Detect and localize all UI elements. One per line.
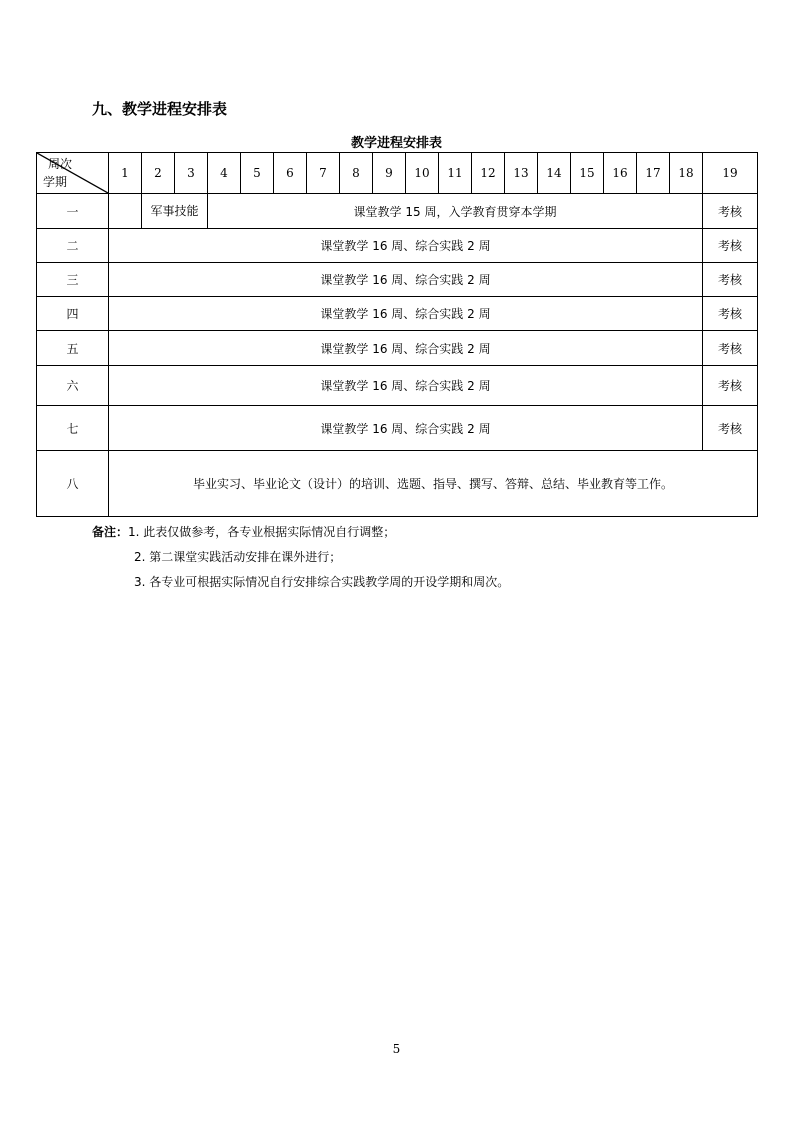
week-header: 10 bbox=[406, 153, 439, 194]
week-header: 12 bbox=[472, 153, 505, 194]
table-row bbox=[37, 229, 758, 263]
week-header: 15 bbox=[571, 153, 604, 194]
term-content-cell: 课堂教学 16 周、综合实践 2 周 bbox=[109, 297, 703, 331]
military-training-cell bbox=[142, 194, 208, 229]
week-header: 19 bbox=[703, 153, 758, 194]
week-header: 3 bbox=[175, 153, 208, 194]
note-item: 2. 第二课堂实践活动安排在课外进行； bbox=[134, 550, 342, 564]
term-cell: 八 bbox=[37, 451, 109, 517]
table-row bbox=[37, 263, 758, 297]
corner-week-label: 周次 bbox=[47, 157, 72, 171]
term-content-cell: 课堂教学 16 周、综合实践 2 周 bbox=[109, 366, 703, 406]
table-row bbox=[37, 297, 758, 331]
header-row bbox=[37, 153, 758, 194]
corner-term-label: 学期 bbox=[43, 175, 68, 189]
week-header: 17 bbox=[637, 153, 670, 194]
empty-week-cell bbox=[109, 194, 142, 229]
term-cell: 一 bbox=[37, 194, 109, 229]
exam-cell: 考核 bbox=[703, 331, 758, 366]
term-cell: 二 bbox=[37, 229, 109, 263]
graduation-content-cell: 毕业实习、毕业论文（设计）的培训、选题、指导、撰写、答辩、总结、毕业教育等工作。 bbox=[109, 451, 758, 517]
notes-label: 备注： bbox=[92, 525, 129, 539]
week-header: 8 bbox=[340, 153, 373, 194]
exam-cell: 考核 bbox=[703, 194, 758, 229]
note-item: 3. 各专业可根据实际情况自行安排综合实践教学周的开设学期和周次。 bbox=[134, 575, 510, 589]
term-cell: 七 bbox=[37, 406, 109, 451]
table-row bbox=[37, 331, 758, 366]
term-cell: 三 bbox=[37, 263, 109, 297]
notes bbox=[92, 520, 509, 595]
week-header: 4 bbox=[208, 153, 241, 194]
week-header: 13 bbox=[505, 153, 538, 194]
table-title: 教学进程安排表 bbox=[350, 136, 442, 151]
week-header: 1 bbox=[109, 153, 142, 194]
note-item bbox=[92, 520, 509, 545]
military-training-label: 军事技能 bbox=[150, 204, 199, 218]
week-header: 6 bbox=[274, 153, 307, 194]
term-cell: 四 bbox=[37, 297, 109, 331]
week-header: 7 bbox=[307, 153, 340, 194]
table-row bbox=[37, 406, 758, 451]
term-content-cell: 课堂教学 16 周、综合实践 2 周 bbox=[109, 263, 703, 297]
term-cell: 五 bbox=[37, 331, 109, 366]
section-heading: 九、教学进程安排表 bbox=[92, 100, 228, 118]
week-header: 5 bbox=[241, 153, 274, 194]
term-content-cell: 课堂教学 16 周、综合实践 2 周 bbox=[109, 331, 703, 366]
table-row bbox=[37, 366, 758, 406]
exam-cell: 考核 bbox=[703, 297, 758, 331]
page-number: 5 bbox=[392, 1042, 401, 1056]
week-header: 11 bbox=[439, 153, 472, 194]
term-content-cell: 课堂教学 16 周、综合实践 2 周 bbox=[109, 229, 703, 263]
exam-cell: 考核 bbox=[703, 263, 758, 297]
term-content-cell: 课堂教学 15 周，入学教育贯穿本学期 bbox=[208, 194, 703, 229]
term-cell: 六 bbox=[37, 366, 109, 406]
week-header: 2 bbox=[142, 153, 175, 194]
week-header: 18 bbox=[670, 153, 703, 194]
week-header: 14 bbox=[538, 153, 571, 194]
exam-cell: 考核 bbox=[703, 406, 758, 451]
week-header: 9 bbox=[373, 153, 406, 194]
table-row bbox=[37, 451, 758, 517]
table-row bbox=[37, 194, 758, 229]
note-text: 1. 此表仅做参考，各专业根据实际情况自行调整； bbox=[128, 525, 396, 539]
schedule-table bbox=[36, 152, 758, 517]
corner-cell bbox=[37, 153, 109, 194]
exam-cell: 考核 bbox=[703, 229, 758, 263]
term-content-cell: 课堂教学 16 周、综合实践 2 周 bbox=[109, 406, 703, 451]
exam-cell: 考核 bbox=[703, 366, 758, 406]
week-header: 16 bbox=[604, 153, 637, 194]
